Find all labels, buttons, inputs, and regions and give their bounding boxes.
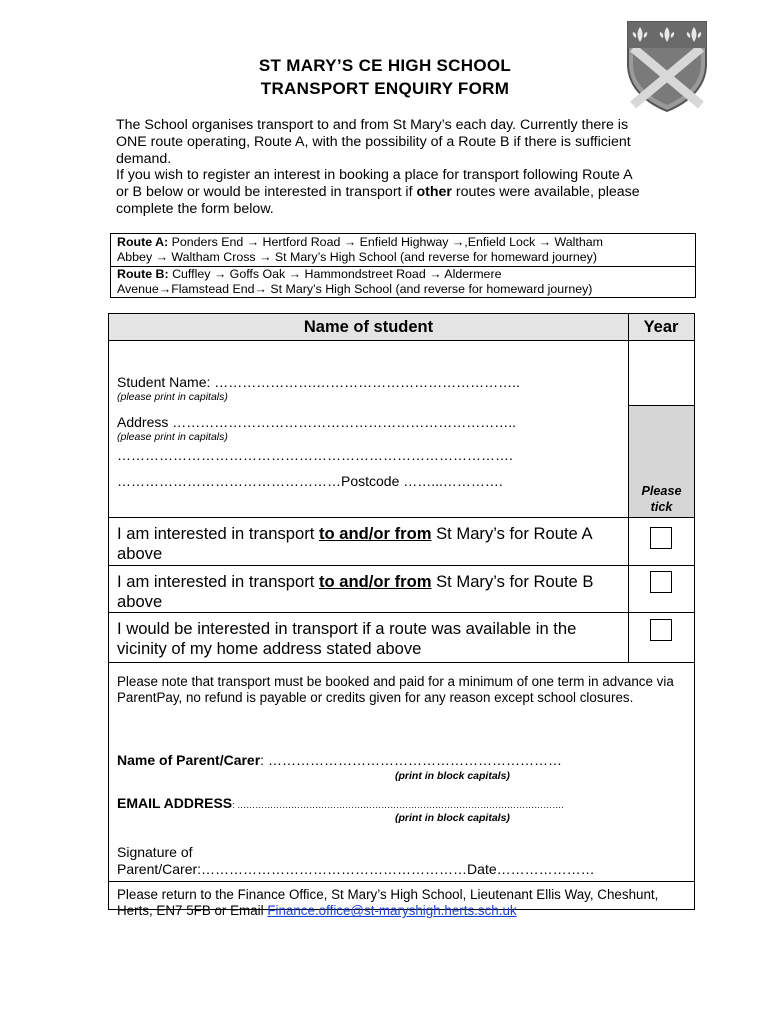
address-dots: ……………………………………………………………….. bbox=[168, 414, 517, 430]
option-a-prefix: I am interested in transport bbox=[117, 524, 319, 543]
year-input[interactable] bbox=[651, 328, 677, 373]
form-title: TRANSPORT ENQUIRY FORM bbox=[260, 79, 510, 98]
payment-note: Please note that transport must be booked and paid for a minimum of one term in advance via ParentPay, no refund is payable or credits given for any reason except school closures. bbox=[117, 674, 674, 706]
intro-para-1: The School organises transport to and from St Mary’s each day. Currently there is ONE route operating, Route A, with the possibility of a Route B if there is sufficient demand. bbox=[116, 117, 631, 167]
email-label: EMAIL ADDRESS bbox=[117, 795, 233, 811]
option-a-rule bbox=[109, 565, 694, 566]
option-a-suffix: St Mary’s for Route A above bbox=[117, 524, 592, 563]
intro-para-2-start: If you wish to register an interest in booking a place for transport following Route A or B below or would be interested in transport if bbox=[116, 167, 632, 201]
address-label: Address bbox=[117, 414, 169, 430]
option-a-emphasis: to and/or from bbox=[319, 524, 432, 543]
address-hint: (please print in capitals) bbox=[117, 431, 228, 443]
postcode-dots: ……...…………. bbox=[399, 473, 503, 489]
option-b-suffix: St Mary’s for Route B above bbox=[117, 572, 594, 611]
route-b-line-1 bbox=[117, 267, 501, 282]
parent-name-label: Name of Parent/Carer bbox=[117, 752, 261, 768]
column-name-of-student: Name of student bbox=[303, 318, 434, 336]
date-label: Date bbox=[467, 861, 497, 877]
options-top-rule bbox=[109, 517, 694, 518]
email-hint: (print in block capitals) bbox=[395, 812, 510, 824]
student-name-dots: ………………….…………………………………….. bbox=[210, 374, 520, 390]
return-instructions bbox=[117, 887, 692, 920]
signature-label: Signature of bbox=[117, 844, 193, 860]
crest-shield-icon bbox=[622, 18, 712, 114]
route-b-label: Route B: bbox=[117, 267, 169, 281]
column-year: Year bbox=[643, 318, 679, 336]
please-tick-label: Please tick bbox=[641, 484, 682, 514]
postcode-field[interactable] bbox=[117, 473, 503, 489]
route-a-line-2: Abbey → Waltham Cross → St Mary’s High School (and reverse for homeward journey) bbox=[117, 250, 597, 264]
route-a-checkbox[interactable] bbox=[650, 527, 672, 549]
school-name: ST MARY’S CE HIGH SCHOOL bbox=[258, 56, 512, 75]
email-dots: : ………………………………………………………………………………………………. bbox=[232, 800, 564, 810]
option-b-emphasis: to and/or from bbox=[319, 572, 432, 591]
address-field[interactable] bbox=[117, 414, 516, 430]
options-bottom-rule bbox=[109, 662, 694, 663]
other-route-checkbox[interactable] bbox=[650, 619, 672, 641]
postcode-label: Postcode bbox=[341, 473, 400, 489]
email-field[interactable] bbox=[117, 795, 564, 811]
option-b-prefix: I am interested in transport bbox=[117, 572, 319, 591]
intro-para-2-end: routes were available, please complete the form below. bbox=[116, 184, 640, 217]
route-b-line-2: Avenue→Flamstead End→ St Mary’s High School (and reverse for homeward journey) bbox=[117, 282, 593, 296]
option-route-b bbox=[117, 572, 622, 611]
route-b-checkbox[interactable] bbox=[650, 571, 672, 593]
route-a-label: Route A: bbox=[117, 235, 169, 249]
option-route-a bbox=[117, 524, 622, 563]
option-other-route: I would be interested in transport if a route was available in the vicinity of my home address stated above bbox=[117, 619, 577, 658]
parent-name-field[interactable] bbox=[117, 752, 562, 768]
option-b-rule bbox=[109, 612, 694, 613]
date-dots: ………………… bbox=[496, 861, 595, 877]
year-cell-rule bbox=[628, 405, 694, 406]
intro-para-2 bbox=[116, 167, 646, 217]
student-name-hint: (please print in capitals) bbox=[117, 391, 228, 403]
finance-email-link[interactable]: Finance.office@st-maryshigh.herts.sch.uk bbox=[267, 903, 517, 919]
footer-rule bbox=[109, 881, 694, 882]
enquiry-table bbox=[108, 313, 695, 919]
route-b-text-1: Cuffley → Goffs Oak → Hammondstreet Road → Aldermere bbox=[168, 267, 502, 281]
address-line-2[interactable]: …………………………………………………………………………. bbox=[117, 447, 513, 463]
student-name-field[interactable] bbox=[117, 374, 520, 390]
parent-name-hint: (print in block capitals) bbox=[395, 770, 510, 782]
address-line-3: ………………………………………… bbox=[117, 473, 341, 489]
signature-field[interactable] bbox=[117, 861, 595, 877]
route-a-line-1 bbox=[117, 235, 603, 250]
intro-text bbox=[116, 117, 646, 218]
intro-para-2-bold: other bbox=[416, 184, 452, 201]
signature-dots: Parent/Carer:………………………………………………… bbox=[117, 861, 468, 877]
student-name-label: Student Name: bbox=[117, 374, 211, 390]
school-crest bbox=[622, 18, 712, 114]
parent-name-dots: : ……………………………………………………… bbox=[260, 752, 562, 768]
header-rule bbox=[109, 340, 694, 341]
routes-box bbox=[110, 233, 696, 298]
route-a-text-1: Ponders End → Hertford Road → Enfield Highway →,Enfield Lock → Waltham bbox=[168, 235, 603, 249]
return-text: Please return to the Finance Office, St Mary’s High School, Lieutenant Ellis Way, Cheshunt, Herts, EN7 5FB or Email bbox=[117, 887, 659, 919]
